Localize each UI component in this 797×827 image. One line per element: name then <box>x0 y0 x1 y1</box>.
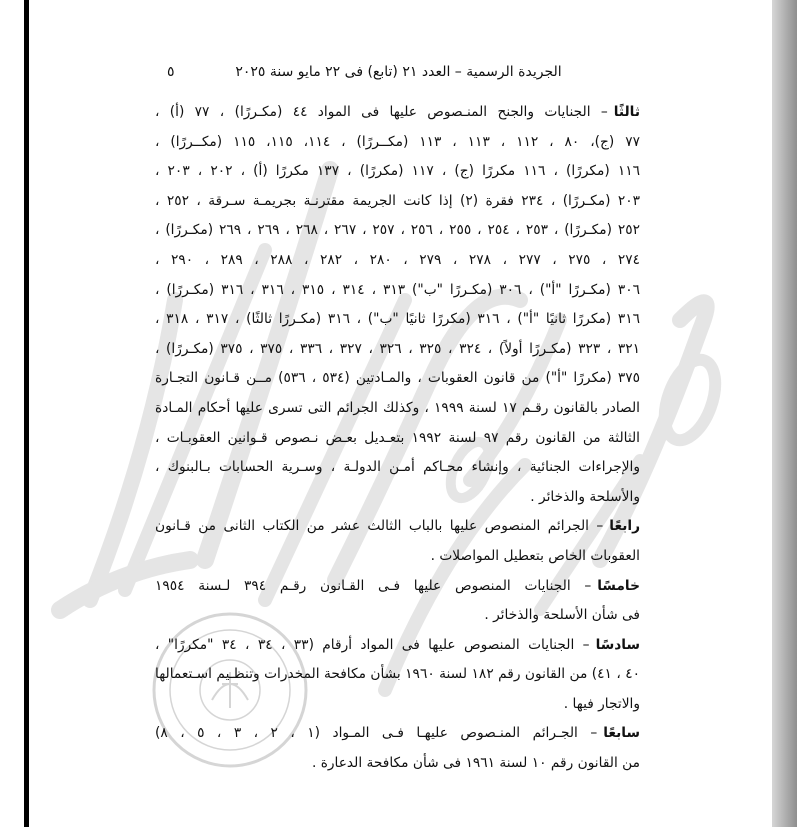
text-line: والأسلحة والذخائر . <box>530 488 640 505</box>
text-line: العقوبات الخاص بتعطيل المواصلات . <box>430 547 640 564</box>
section-label: رابعًا <box>609 518 640 535</box>
section-label: خامسًا <box>597 577 641 594</box>
line-text: – الجرائم المنصوص عليها بالباب الثالث عشر من الكتاب الثانى من قـانون <box>155 518 604 535</box>
body-text <box>155 98 640 779</box>
line-text: – الجنايات المنصوص عليها فـى القـانون رقـم ٣٩٤ لـسنة ١٩٥٤ <box>155 577 592 594</box>
text-line: ٣٢١ ، ٣٢٣ (مكـررًا أولاً) ، ٣٢٤ ، ٣٢٥ ، ٣٢٦ ، ٣٢٧ ، ٣٣٦ ، ٣٧٥ ، ٣٧٥ (مكـررًا) ، <box>155 340 641 357</box>
text-line: ٣١٦ (مكررًا ثانيًا "أ") ، ٣١٦ (مكررًا ثانيًا "ب") ، ٣١٦ (مكـررًا ثالثًا) ، ٣١٧ ، ٣١٨ ، <box>155 311 640 328</box>
text-line: والإجراءات الجنائية ، وإنشاء محـاكم أمـن الدولـة ، وسـرية الحسابات بـالبنوك ، <box>155 459 640 476</box>
page-number: ٥ <box>167 64 175 80</box>
section-label: سادسًا <box>595 636 640 653</box>
text-line: ٢٥٢ (مكـررًا) ، ٢٥٣ ، ٢٥٤ ، ٢٥٥ ، ٢٥٦ ، ٢٥٧ ، ٢٦٧ ، ٢٦٨ ، ٢٦٩ ، ٢٦٩ (مكـررًا) ، <box>155 222 640 239</box>
text-line: ٧٧ (ج)، ٨٠ ، ١١٢ ، ١١٣ ، ١١٣ (مكــررًا) ، ١١٤، ١١٥، ١١٥ (مكــررًا) ، <box>155 133 640 150</box>
page-header <box>155 59 642 85</box>
text-line: الصادر بالقانون رقـم ١٧ لسنة ١٩٩٩ ، وكذلك الجرائم التى تسرى عليها أحكام المـادة <box>155 399 640 416</box>
text-line: ٣٧٥ (مكررًا "أ") من قانون العقوبات ، والمـادتين (٥٣٤ ، ٥٣٦) مــن قـانون التجـارة <box>155 370 641 387</box>
line-text: – الجـرائم المنـصوص عليهـا فـى المـواد (١ ، ٢ ، ٣ ، ٥ ، ٨) <box>155 725 598 742</box>
line-text: – الجنايات والجنح المنـصوص عليها فى المواد ٤٤ (مكـررًا) ، ٧٧ (أ) ، <box>155 104 608 120</box>
text-line <box>155 572 640 602</box>
text-line <box>155 631 640 661</box>
text-line: ٤٠ ، ٤١) من القانون رقم ١٨٢ لسنة ١٩٦٠ بشأن مكافحة المخدرات وتنظـيم اسـتعمالها <box>155 666 641 683</box>
text-line: ١١٦ (مكررًا) ، ١١٦ مكررًا (ج) ، ١١٧ (مكررًا) ، ١٣٧ مكررًا (أ) ، ٢٠٢ ، ٢٠٣ ، <box>155 163 640 180</box>
section-label: ثالثًا <box>613 104 640 120</box>
line-text: – الجنايات المنصوص عليها فى المواد أرقام (٣٣ ، ٣٤ ، ٣٤ "مكررًا" ، <box>155 636 590 653</box>
header-title: الجريدة الرسمية – العدد ٢١ (تابع) فى ٢٢ مايو سنة ٢٠٢٥ <box>235 64 562 80</box>
text-line: من القانون رقم ١٠ لسنة ١٩٦١ فى شأن مكافحة الدعارة . <box>311 755 640 772</box>
text-line: ٣٠٦ (مكـررًا "أ") ، ٣٠٦ (مكـررًا "ب") ٣١٣ ، ٣١٤ ، ٣١٥ ، ٣١٦ ، ٣١٦ (مكـررًا) ، <box>155 281 640 298</box>
text-line: ٢٧٤ ، ٢٧٥ ، ٢٧٧ ، ٢٧٨ ، ٢٧٩ ، ٢٨٠ ، ٢٨٢ ، ٢٨٨ ، ٢٨٩ ، ٢٩٠ ، <box>155 251 641 268</box>
text-line: فى شأن الأسلحة والذخائر . <box>484 607 640 624</box>
text-line: والاتجار فيها . <box>563 695 640 712</box>
text-line <box>155 98 640 128</box>
section-label: سابعًا <box>603 725 640 742</box>
text-line <box>155 512 640 542</box>
text-line <box>155 719 640 749</box>
text-line: ٢٠٣ (مكـررًا) ، ٢٣٤ فقرة (٢) إذا كانت الجريمة مقترنـة بجريمـة سـرقة ، ٢٥٢ ، <box>155 192 641 209</box>
text-line: الثالثة من القانون رقم ٩٧ لسنة ١٩٩٢ بتعـديل بعـض نـصوص قـوانين العقوبـات ، <box>155 429 640 446</box>
